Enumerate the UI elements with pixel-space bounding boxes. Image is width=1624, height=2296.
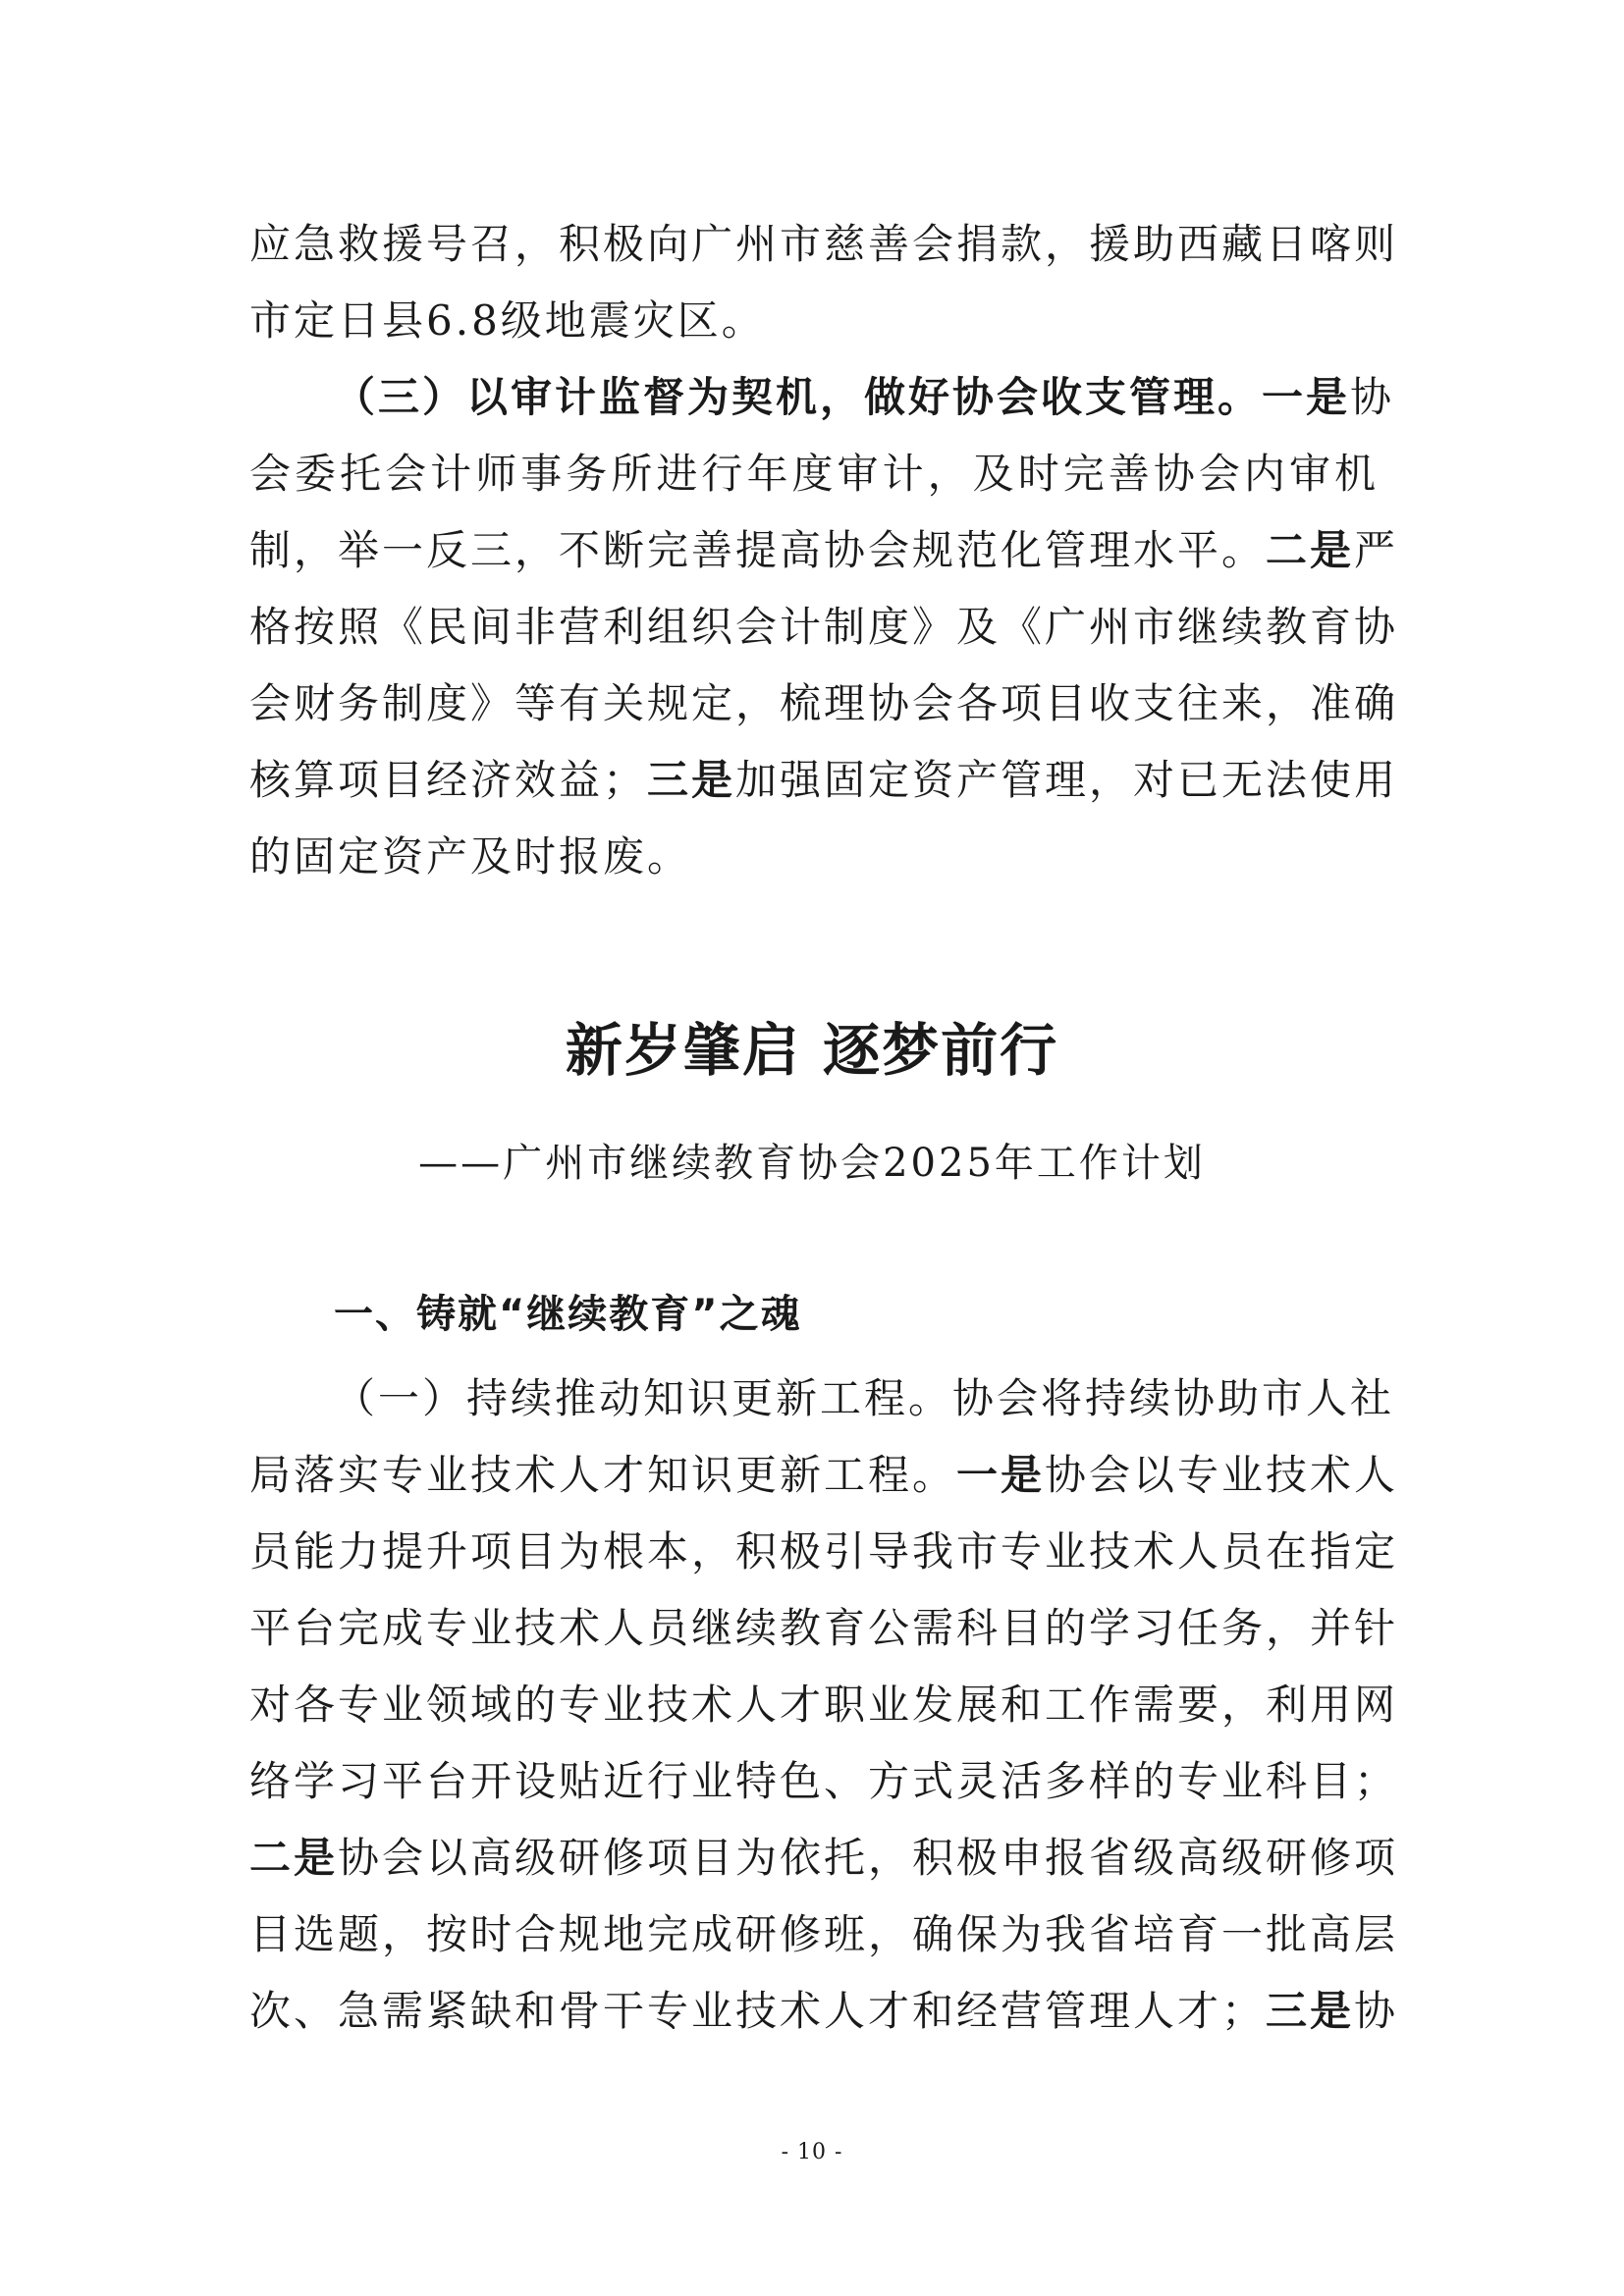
text-line bbox=[249, 1820, 1399, 1896]
page-title: 新岁肇启 逐梦前行 bbox=[565, 1017, 1059, 1084]
text-span: 会财务制度》等有关规定，梳理协会各项目收支往来，准确 bbox=[249, 679, 1399, 727]
text-span: 次、急需紧缺和骨干专业技术人才和经营管理人才； bbox=[249, 1987, 1267, 2035]
text-span: 平台完成专业技术人员继续教育公需科目的学习任务，并针 bbox=[249, 1604, 1399, 1652]
text-span: （一）持续推动知识更新工程。协会将持续协助市人社 bbox=[334, 1374, 1395, 1422]
text-line bbox=[249, 359, 1395, 436]
text-span: 对各专业领域的专业技术人才职业发展和工作需要，利用网 bbox=[249, 1681, 1399, 1729]
text-line bbox=[249, 436, 1379, 512]
bold-text: （三）以审计监督为契机，做好协会收支管理。一是 bbox=[334, 373, 1351, 421]
text-line bbox=[249, 1667, 1399, 1743]
bold-text: 一是 bbox=[956, 1451, 1046, 1499]
text-span: 加强固定资产管理，对已无法使用 bbox=[735, 756, 1399, 804]
text-span: 核算项目经济效益； bbox=[249, 756, 648, 804]
text-line bbox=[249, 1514, 1399, 1590]
text-span: 严 bbox=[1354, 526, 1399, 574]
text-line bbox=[249, 1361, 1395, 1437]
text-line bbox=[249, 206, 1399, 283]
bold-text: 二是 bbox=[249, 1834, 339, 1882]
text-line bbox=[249, 666, 1399, 742]
text-line bbox=[249, 819, 1379, 895]
text-line bbox=[249, 1973, 1399, 2050]
text-span: 络学习平台开设贴近行业特色、方式灵活多样的专业科目； bbox=[249, 1757, 1399, 1805]
text-span: 会委托会计师事务所进行年度审计，及时完善协会内审机 bbox=[249, 450, 1379, 498]
text-span: 格按照《民间非营利组织会计制度》及《广州市继续教育协 bbox=[249, 603, 1399, 651]
text-line bbox=[249, 589, 1399, 666]
bold-text: 三是 bbox=[647, 756, 736, 804]
text-line bbox=[249, 1590, 1399, 1667]
text-span: 员能力提升项目为根本，积极引导我市专业技术人员在指定 bbox=[249, 1527, 1399, 1575]
text-span: 协 bbox=[1354, 1987, 1399, 2035]
text-line bbox=[249, 742, 1399, 819]
text-line bbox=[249, 512, 1399, 589]
bold-text: 二是 bbox=[1266, 526, 1355, 574]
page-number: - 10 - bbox=[781, 2140, 843, 2164]
text-span: 协会以专业技术人 bbox=[1045, 1451, 1399, 1499]
text-span: 协 bbox=[1350, 373, 1395, 421]
section-heading: 一、铸就“继续教育”之魂 bbox=[334, 1292, 802, 1337]
text-span: 目选题，按时合规地完成研修班，确保为我省培育一批高层 bbox=[249, 1910, 1399, 1958]
text-span: 制，举一反三，不断完善提高协会规范化管理水平。 bbox=[249, 526, 1267, 574]
text-line bbox=[249, 1743, 1399, 1820]
text-span: 市定日县6.8级地震灾区。 bbox=[249, 296, 766, 345]
text-line bbox=[249, 1437, 1399, 1514]
bold-text: 三是 bbox=[1266, 1987, 1355, 2035]
text-span: 应急救援号召，积极向广州市慈善会捐款，援助西藏日喀则 bbox=[249, 220, 1399, 268]
text-span: 协会以高级研修项目为依托，积极申报省级高级研修项 bbox=[338, 1834, 1399, 1882]
page-subtitle: ——广州市继续教育协会2025年工作计划 bbox=[418, 1141, 1206, 1186]
text-span: 的固定资产及时报废。 bbox=[249, 832, 692, 881]
text-line bbox=[249, 283, 1379, 359]
text-line bbox=[249, 1896, 1399, 1973]
text-span: 局落实专业技术人才知识更新工程。 bbox=[249, 1451, 957, 1499]
